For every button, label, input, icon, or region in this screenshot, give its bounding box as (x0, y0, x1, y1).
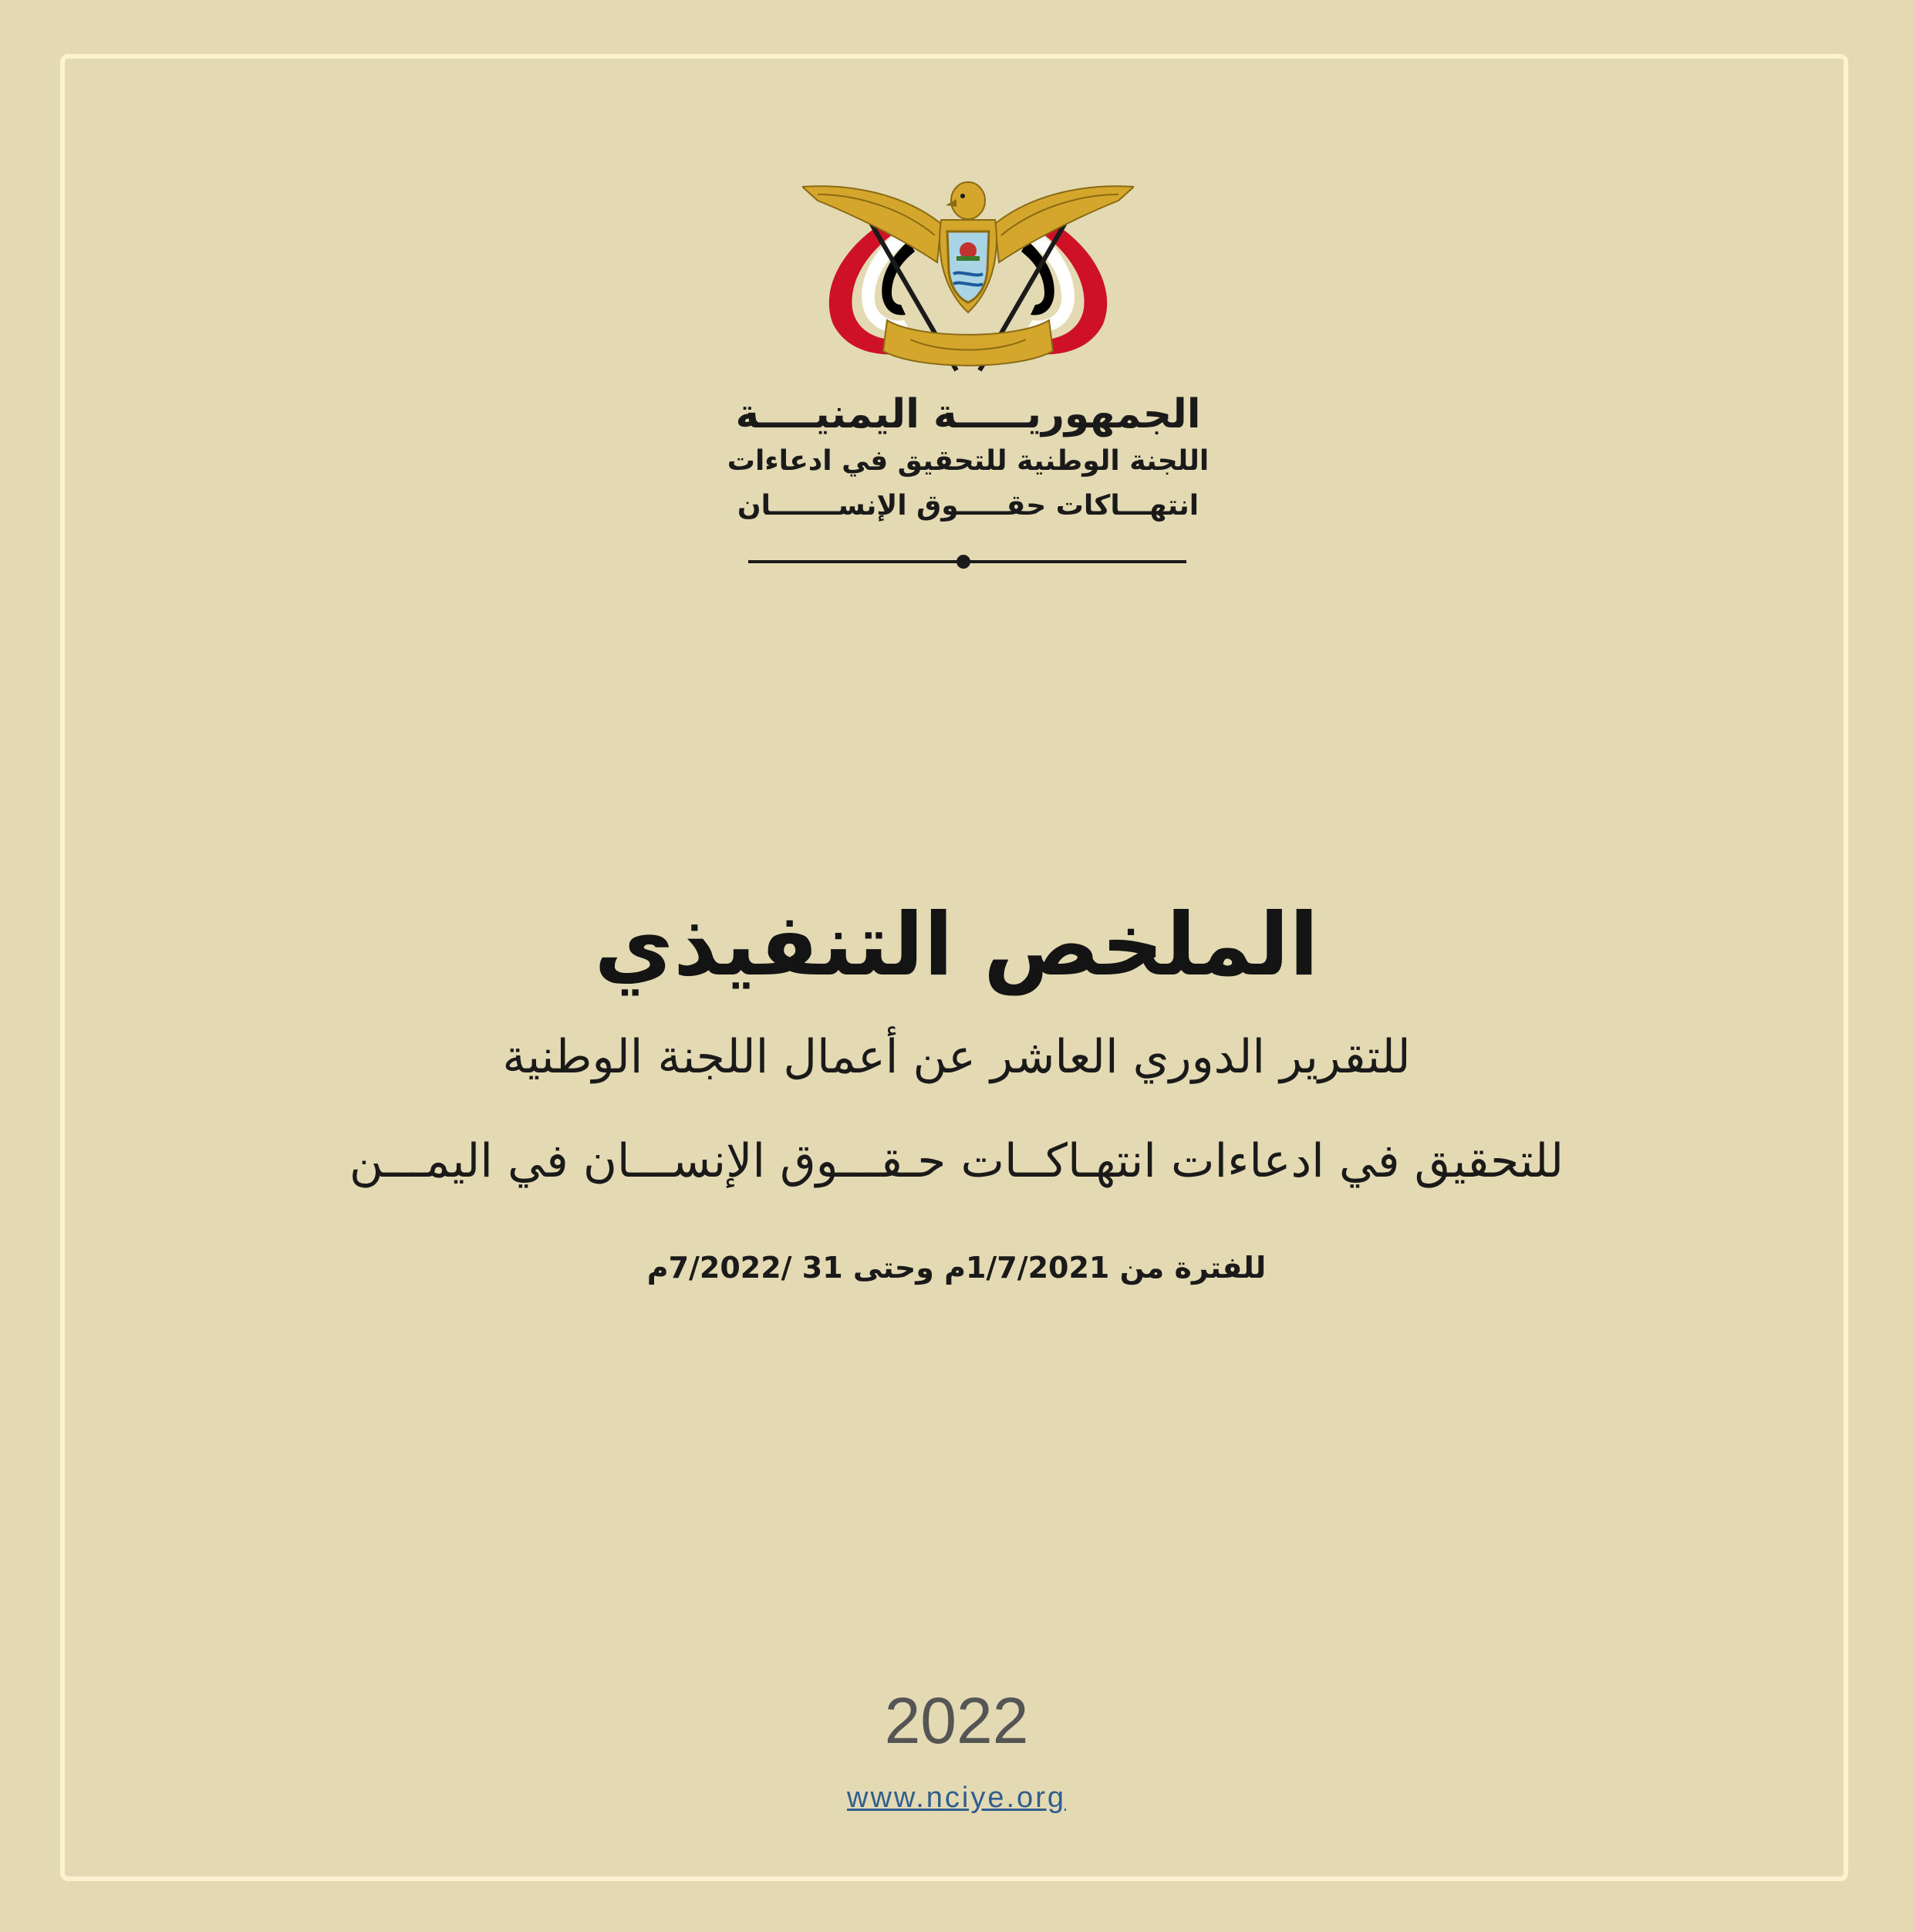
document-subtitle-line2: للتحقيق في ادعاءات انتهـاكــات حـقـــوق الإنســـان في اليمـــن (349, 1134, 1564, 1188)
committee-name-line2: انتهـــاكات حقـــــوق الإنســـــــان (737, 490, 1199, 522)
document-subtitle-line1: للتقرير الدوري العاشر عن أعمال اللجنة الوطنية (502, 1030, 1411, 1084)
document-title: الملخص التنفيذي (594, 895, 1319, 995)
republic-name: الجمهوريـــــة اليمنيــــة (735, 391, 1201, 437)
report-period: للفترة من 1/7/2021م وحتى 31 /7/2022م (646, 1251, 1267, 1285)
committee-name-line1: اللجنة الوطنية للتحقيق في ادعاءات (727, 445, 1210, 477)
yemen-eagle-emblem-icon (802, 177, 1134, 386)
website-link[interactable]: www.nciye.org (847, 1782, 1066, 1814)
publication-year: 2022 (884, 1684, 1029, 1757)
issuer-block (725, 390, 1211, 529)
divider-dot (956, 555, 970, 569)
